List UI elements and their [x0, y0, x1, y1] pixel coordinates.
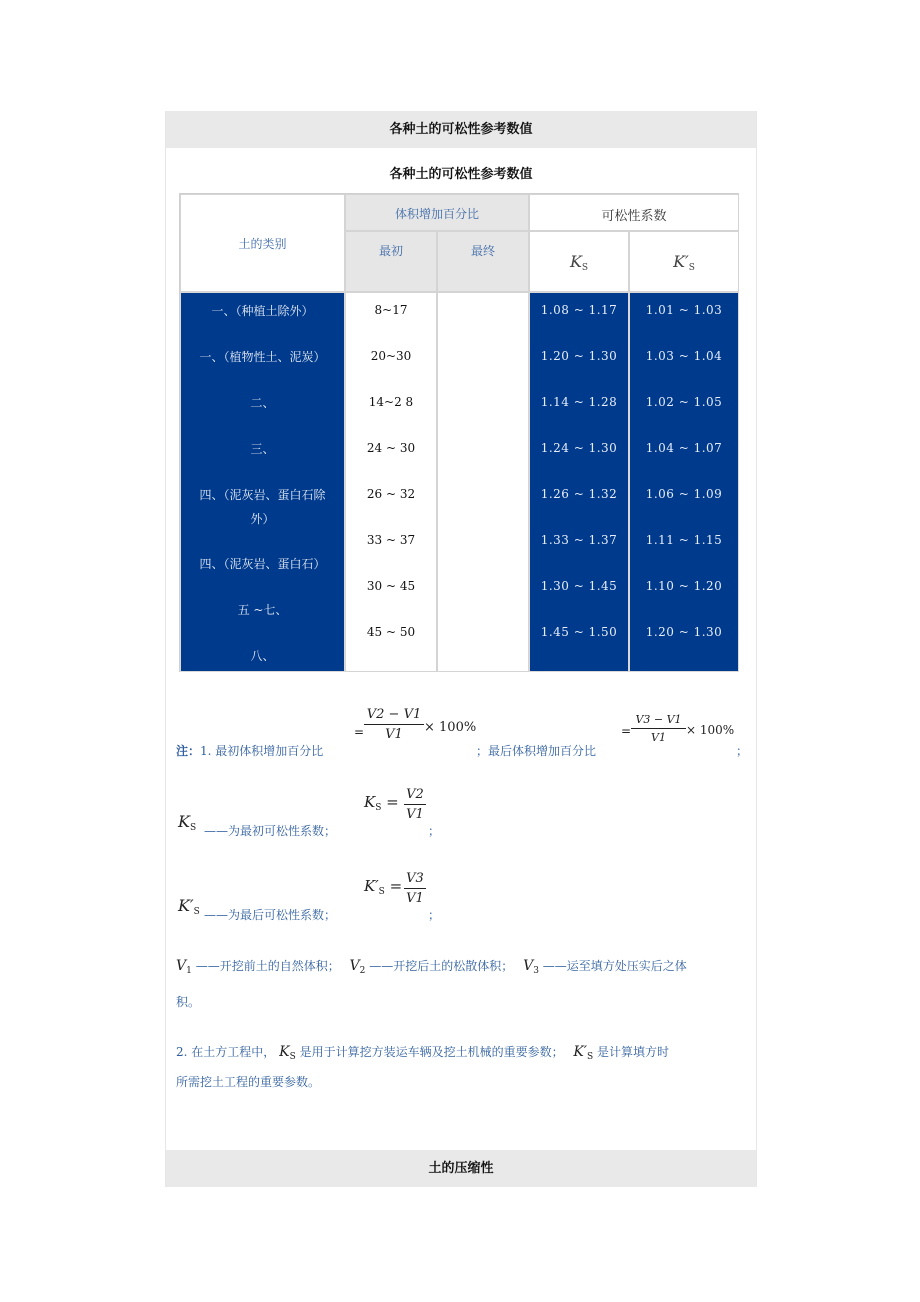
formula-ks: V2 V1	[404, 787, 426, 822]
table-caption: 各种土的可松性参考数值	[389, 167, 533, 182]
content-panel: 各种土的可松性参考数值 各种土的可松性参考数值 土的类别 体积增加百分比 可松性系数 最初 最终 $K_S$ $K'_S$ 一、（种植土除外） 一、（植物性土、泥炭） 二、 三、 四、（泥灰岩、蛋白石除外） 四、（泥灰岩、蛋白石） 五 ~七、 八、 8~17 20~30 14~2 8 24 ~ 30 26 ~ 32 33 ~ 37 30 ~ 45 45 ~ 50 1.08 ~ 1.17 1.20 ~ 1.30 1.14 ~ 1.28 1.24 ~ 1.30 1.26 ~ 1.32 1.33 ~ 1.37 1.30 ~ 1.45 1.45 ~ 1.50 1.01 ~ 1.03 1.03 ~ 1.04 1.02 ~ 1.05 1.04 ~ 1.07 1.06 ~ 1.09 1.11 ~ 1.15 1.10 ~ 1.20 1.20 ~ 1.30 注：1. 最初体积增加百分比 = V2 − V1 V1 × 100% ；最后体积增加百分比 = V3 − V1 V1 × 100% ； $K_S$ ——为最初可松性系数； $K_S$ = V2 V1 ； $K'_S$ ——为最后可松性系数； $K'_S$ = V3 V1 ； $V_1$ ——开挖前土的自然体积； $V_2$ ——开挖后土的松散体积； $V_3$ ——运至填方处压实后之体 积。 2. 在土方工程中， $K_S$ 是用于计算挖方装运车辆及挖土机械的重要参数； $K'_S$ 是计算填方时 所需挖土工程的重要参数。 土的压缩性	[165, 111, 757, 1187]
ks-symbol: $K_S$	[178, 812, 197, 833]
ksp-row-7: 1.10 ~ 1.20	[645, 579, 723, 593]
initial-row-4: 24 ~ 30	[366, 441, 416, 455]
initial-row-1: 8~17	[374, 303, 408, 317]
ks-row-2: 1.20 ~ 1.30	[540, 349, 618, 363]
category-row-2: 一、（植物性土、泥炭）	[199, 350, 326, 364]
ksp-row-8: 1.20 ~ 1.30	[645, 625, 723, 639]
ks-row-5: 1.26 ~ 1.32	[540, 487, 618, 501]
formula-ks-prime: V3 V1	[404, 871, 426, 906]
formula-initial-increase: V2 − V1 V1	[364, 707, 424, 742]
section-header: 各种土的可松性参考数值	[166, 111, 756, 148]
ks-prime-symbol: $K'_S$	[178, 896, 200, 917]
final-column	[437, 292, 529, 672]
header-ks-prime: $K'_S$	[629, 231, 739, 292]
looseness-table	[179, 193, 739, 672]
initial-row-5: 26 ~ 32	[366, 487, 416, 501]
initial-row-6: 33 ~ 37	[366, 533, 416, 547]
ksp-row-2: 1.03 ~ 1.04	[645, 349, 723, 363]
initial-column	[345, 292, 437, 672]
header-category: 土的类别	[180, 194, 345, 292]
category-row-3: 二、	[250, 396, 275, 410]
ksp-row-6: 1.11 ~ 1.15	[645, 533, 723, 547]
ks-row-7: 1.30 ~ 1.45	[540, 579, 618, 593]
header-ks: $K_S$	[529, 231, 629, 292]
initial-row-3: 14~2 8	[368, 395, 414, 409]
ks-row-8: 1.45 ~ 1.50	[540, 625, 618, 639]
header-coef-group: 可松性系数	[529, 194, 739, 231]
category-row-4: 三、	[250, 442, 275, 456]
ksp-row-4: 1.04 ~ 1.07	[645, 441, 723, 455]
category-row-7: 五 ~七、	[237, 603, 288, 617]
category-row-5: 四、（泥灰岩、蛋白石除外）	[199, 488, 326, 526]
ks-prime-column	[629, 292, 739, 672]
volume-definitions: $V_1$ ——开挖前土的自然体积； $V_2$ ——开挖后土的松散体积； $V_3$ ——运至填方处压实后之体	[176, 958, 687, 976]
formula-final-increase: V3 − V1 V1	[631, 713, 686, 744]
note-1-text: 注：1. 最初体积增加百分比	[176, 744, 324, 758]
header-final: 最终	[437, 231, 529, 292]
category-column	[180, 292, 345, 672]
ks-column	[529, 292, 629, 672]
category-row-6: 四、（泥灰岩、蛋白石）	[199, 557, 326, 571]
ks-row-1: 1.08 ~ 1.17	[540, 303, 618, 317]
category-row-8: 八、	[250, 649, 275, 663]
note-2-text: 2. 在土方工程中， $K_S$ 是用于计算挖方装运车辆及挖土机械的重要参数； $K'_S$ 是计算填方时	[176, 1044, 670, 1062]
ksp-row-5: 1.06 ~ 1.09	[645, 487, 723, 501]
ks-row-4: 1.24 ~ 1.30	[540, 441, 618, 455]
ksp-row-3: 1.02 ~ 1.05	[645, 395, 723, 409]
ks-row-3: 1.14 ~ 1.28	[540, 395, 618, 409]
category-row-1: 一、（种植土除外）	[211, 304, 314, 318]
initial-row-2: 20~30	[370, 349, 412, 363]
header-initial: 最初	[345, 231, 437, 292]
initial-row-7: 30 ~ 45	[366, 579, 416, 593]
ksp-row-1: 1.01 ~ 1.03	[645, 303, 723, 317]
section-footer-header: 土的压缩性	[166, 1150, 756, 1187]
header-volume-group: 体积增加百分比	[345, 194, 529, 231]
initial-row-8: 45 ~ 50	[366, 625, 416, 639]
ks-row-6: 1.33 ~ 1.37	[540, 533, 618, 547]
